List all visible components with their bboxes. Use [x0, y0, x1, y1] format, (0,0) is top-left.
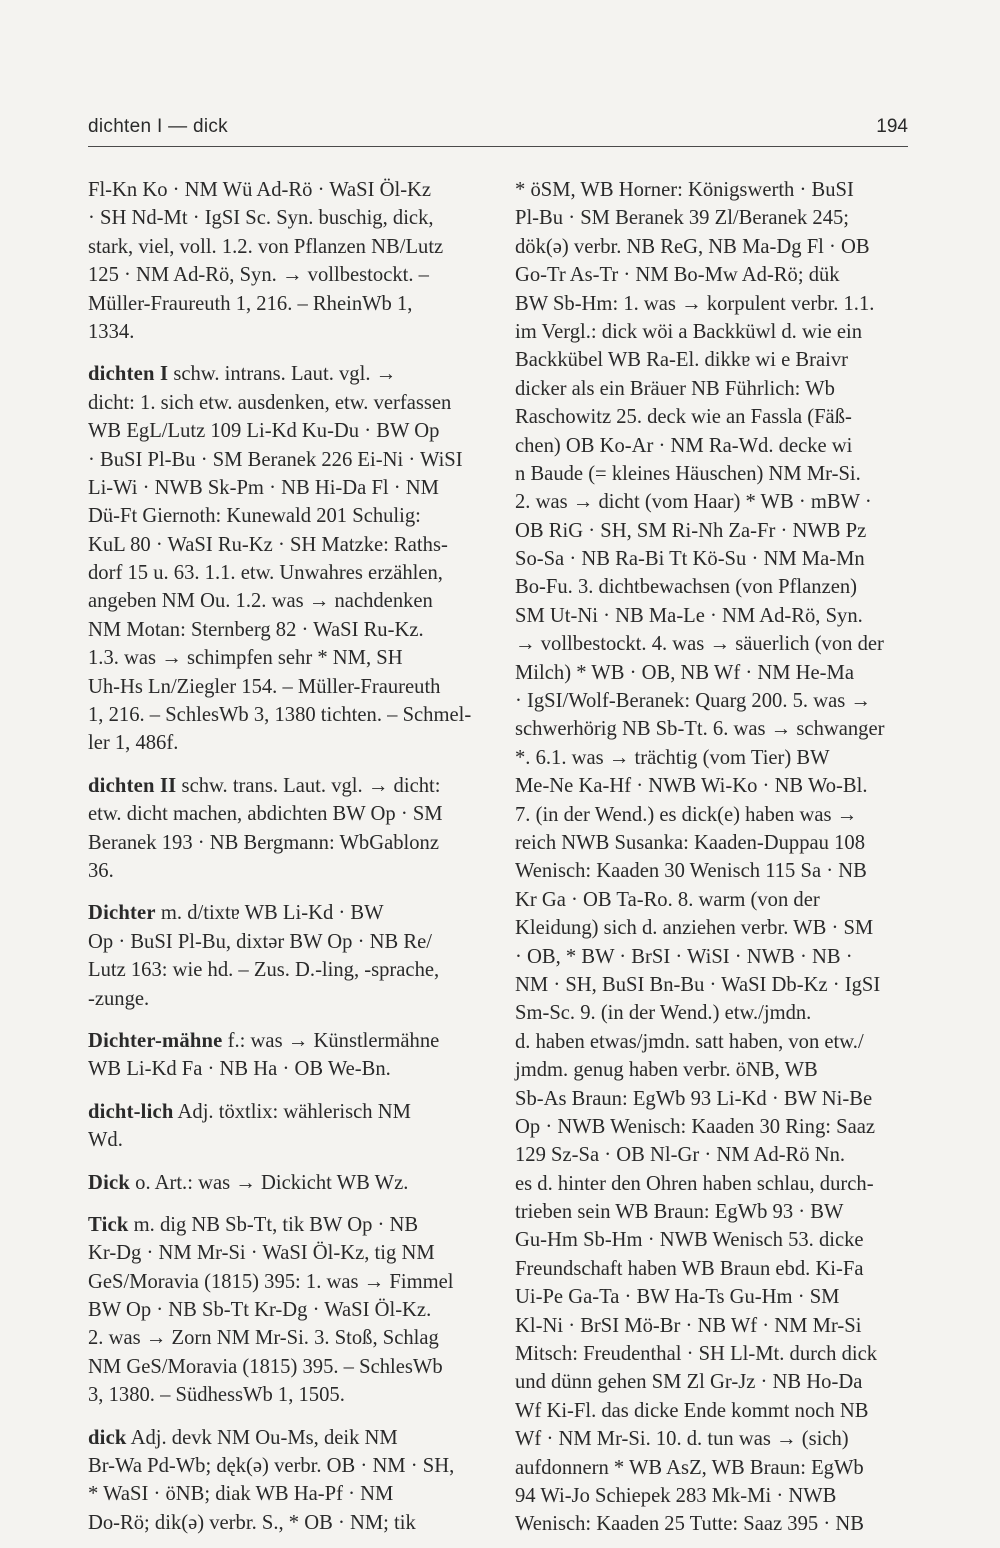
- page-number: 194: [876, 116, 908, 137]
- text-line: im Vergl.: dick wöi a Backküwl d. wie ein: [515, 320, 862, 343]
- text-line: BW Sb-Hm: 1. was → korpulent verbr. 1.1.: [515, 292, 875, 315]
- entry-headword: dicht-lich: [88, 1100, 174, 1123]
- text-line: Kleidung) sich d. anziehen verbr. WB · SM: [515, 917, 874, 940]
- text-line: Op · NWB Wenisch: Kaaden 30 Ring: Saaz: [515, 1115, 875, 1138]
- entry-headword: dichten II: [88, 774, 177, 797]
- text-line: NM GeS/Moravia (1815) 395. – SchlesWb: [88, 1355, 443, 1378]
- text-line: Me-Ne Ka-Hf · NWB Wi-Ko · NB Wo-Bl.: [515, 775, 868, 798]
- text-line: SM Ut-Ni · NB Ma-Le · NM Ad-Rö, Syn.: [515, 604, 863, 627]
- text-line: Kr Ga · OB Ta-Ro. 8. warm (von der: [515, 888, 820, 911]
- text-line: reich NWB Susanka: Kaaden-Duppau 108: [515, 831, 865, 854]
- text-line: 7. (in der Wend.) es dick(e) haben was →: [515, 803, 858, 826]
- text-line: 94 Wi-Jo Schiepek 283 Mk-Mi · NWB: [515, 1484, 837, 1507]
- text-line: So-Sa · NB Ra-Bi Tt Kö-Su · NM Ma-Mn: [515, 548, 865, 571]
- text-line: Milch) * WB · OB, NB Wf · NM He-Ma: [515, 661, 854, 684]
- text-line: -zunge.: [88, 987, 150, 1010]
- text-line: es d. hinter den Ohren haben schlau, durch-: [515, 1172, 874, 1195]
- text-line: Wf Ki-Fl. das dicke Ende kommt noch NB: [515, 1399, 869, 1422]
- entry-headword: Dichter-mähne: [88, 1029, 223, 1052]
- entry-gap: [88, 758, 488, 772]
- text-line: d. haben etwas/jmdn. satt haben, von etw./: [515, 1030, 864, 1053]
- entry-gap: [88, 885, 488, 899]
- text-line: Backkübel WB Ra-El. dikkɐ wi e Braivr: [515, 349, 849, 372]
- text-line: GeS/Moravia (1815) 395: 1. was → Fimmel: [88, 1270, 454, 1293]
- text-line: 125 · NM Ad-Rö, Syn. → vollbestockt. –: [88, 264, 429, 287]
- text-line: Gu-Hm Sb-Hm · NWB Wenisch 53. dicke: [515, 1229, 864, 1252]
- text-line: Wenisch: Kaaden 25 Tutte: Saaz 395 · NB: [515, 1513, 864, 1536]
- entry-gap: [88, 1197, 488, 1211]
- text-line: Li-Wi · NWB Sk-Pm · NB Hi-Da Fl · NM: [88, 476, 439, 499]
- text-line: Bo-Fu. 3. dichtbewachsen (von Pflanzen): [515, 576, 857, 599]
- text-line: WB EgL/Lutz 109 Li-Kd Ku-Du · BW Op: [88, 420, 440, 443]
- text-line: · IgSI/Wolf-Beranek: Quarg 200. 5. was →: [515, 690, 871, 713]
- text-line: Fl-Kn Ko · NM Wü Ad-Rö · WaSI Öl-Kz: [88, 179, 432, 201]
- text-line: trieben sein WB Braun: EgWb 93 · BW: [515, 1201, 844, 1224]
- text-line: dicht-lich Adj. töxtlix: wählerisch NM: [88, 1100, 411, 1123]
- text-line: und dünn gehen SM Zl Gr-Jz · NB Ho-Da: [515, 1371, 863, 1394]
- entry-headword: Dick: [88, 1171, 130, 1194]
- text-line: Pl-Bu · SM Beranek 39 Zl/Beranek 245;: [515, 207, 850, 230]
- entry-headword: Tick: [88, 1213, 129, 1236]
- text-line: Dick o. Art.: was → Dickicht WB Wz.: [88, 1171, 409, 1194]
- text-line: Br-Wa Pd-Wb; dęk(ə) verbr. OB · NM · SH,: [88, 1455, 455, 1478]
- text-line: schwerhörig NB Sb-Tt. 6. was → schwanger: [515, 718, 885, 741]
- text-line: angeben NM Ou. 1.2. was → nachdenken: [88, 590, 433, 613]
- text-line: dicht: 1. sich etw. ausdenken, etw. verfassen: [88, 391, 452, 414]
- text-line: stark, viel, voll. 1.2. von Pflanzen NB/Lutz: [88, 235, 444, 258]
- entry-gap: [88, 1084, 488, 1098]
- text-line: Uh-Hs Ln/Ziegler 154. – Müller-Fraureuth: [88, 675, 441, 698]
- text-line: Wf · NM Mr-Si. 10. d. tun was → (sich): [515, 1428, 849, 1451]
- entry-headword: dick: [88, 1426, 127, 1449]
- text-line: KuL 80 · WaSI Ru-Kz · SH Matzke: Raths-: [88, 533, 448, 556]
- text-line: ler 1, 486f.: [88, 732, 179, 755]
- text-line: 2. was → Zorn NM Mr-Si. 3. Stoß, Schlag: [88, 1327, 439, 1350]
- text-line: NM · SH, BuSI Bn-Bu · WaSI Db-Kz · IgSI: [515, 973, 881, 996]
- text-line: Lutz 163: wie hd. – Zus. D.-ling, -sprache,: [88, 959, 440, 982]
- text-line: 36.: [88, 859, 114, 882]
- text-line: dicker als ein Bräuer NB Führlich: Wb: [515, 377, 835, 400]
- text-line: 1, 216. – SchlesWb 3, 1380 tichten. – Schmel-: [88, 704, 472, 727]
- text-line: Sm-Sc. 9. (in der Wend.) etw./jmdn.: [515, 1002, 812, 1025]
- text-line: Kl-Ni · BrSI Mö-Br · NB Wf · NM Mr-Si: [515, 1314, 862, 1337]
- text-line: Mitsch: Freudenthal · SH Ll-Mt. durch dick: [515, 1343, 878, 1366]
- text-line: * WaSI · öNB; diak WB Ha-Pf · NM: [88, 1483, 394, 1506]
- text-line: Dichter-mähne f.: was → Künstlermähne: [88, 1029, 440, 1052]
- text-line: → vollbestockt. 4. was → säuerlich (von der: [515, 633, 884, 656]
- text-line: jmdm. genug haben verbr. öNB, WB: [515, 1059, 818, 1082]
- text-line: 129 Sz-Sa · OB Nl-Gr · NM Ad-Rö Nn.: [515, 1144, 846, 1167]
- text-line: dorf 15 u. 63. 1.1. etw. Unwahres erzählen,: [88, 562, 443, 585]
- text-line: Dü-Ft Giernoth: Kunewald 201 Schulig:: [88, 505, 421, 528]
- text-line: Tick m. dig NB Sb-Tt, tik BW Op · NB: [88, 1213, 419, 1236]
- text-line: etw. dicht machen, abdichten BW Op · SM: [88, 803, 443, 826]
- text-line: dichten I schw. intrans. Laut. vgl. →: [88, 363, 397, 386]
- text-line: Müller-Fraureuth 1, 216. – RheinWb 1,: [88, 292, 413, 315]
- text-line: dichten II schw. trans. Laut. vgl. → dicht:: [88, 774, 441, 797]
- text-line: dick Adj. devk NM Ou-Ms, deik NM: [88, 1426, 398, 1449]
- text-line: *. 6.1. was → trächtig (vom Tier) BW: [515, 746, 830, 769]
- text-line: * öSM, WB Horner: Königswerth · BuSI: [515, 179, 854, 201]
- entry-gap: [88, 1410, 488, 1424]
- text-line: · OB, * BW · BrSI · WiSI · NWB · NB ·: [515, 945, 853, 968]
- entry-gap: [88, 346, 488, 360]
- entry-gap: [88, 1013, 488, 1027]
- text-line: Ui-Pe Ga-Ta · BW Ha-Ts Gu-Hm · SM: [515, 1286, 840, 1309]
- text-line: BW Op · NB Sb-Tt Kr-Dg · WaSI Öl-Kz.: [88, 1299, 432, 1322]
- text-line: 2. was → dicht (vom Haar) * WB · mBW ·: [515, 491, 872, 514]
- running-head: dichten I — dick: [88, 116, 228, 137]
- text-line: Sb-As Braun: EgWb 93 Li-Kd · BW Ni-Be: [515, 1087, 873, 1110]
- entry-gap: [88, 1155, 488, 1169]
- text-line: 3, 1380. – SüdhessWb 1, 1505.: [88, 1384, 345, 1407]
- text-line: Beranek 193 · NB Bergmann: WbGablonz: [88, 831, 439, 854]
- text-line: · SH Nd-Mt · IgSI Sc. Syn. buschig, dick,: [88, 207, 434, 230]
- text-line: · BuSI Pl-Bu · SM Beranek 226 Ei-Ni · WiSI: [88, 448, 463, 471]
- page-header: [88, 116, 908, 147]
- text-line: 1.3. was → schimpfen sehr * NM, SH: [88, 647, 403, 670]
- text-line: Go-Tr As-Tr · NM Bo-Mw Ad-Rö; dük: [515, 264, 840, 287]
- text-line: chen) OB Ko-Ar · NM Ra-Wd. decke wi: [515, 434, 853, 457]
- left-column: [88, 176, 488, 1537]
- text-line: NM Motan: Sternberg 82 · WaSI Ru-Kz.: [88, 618, 424, 641]
- text-line: aufdonnern * WB AsZ, WB Braun: EgWb: [515, 1456, 864, 1479]
- text-line: Dichter m. d/tixtɐ WB Li-Kd · BW: [88, 902, 384, 925]
- text-line: Op · BuSI Pl-Bu, dixtər BW Op · NB Re/: [88, 930, 432, 953]
- text-line: Do-Rö; dik(ə) verbr. S., * OB · NM; tik: [88, 1511, 416, 1534]
- text-line: Freundschaft haben WB Braun ebd. Ki-Fa: [515, 1257, 864, 1280]
- entry-headword: Dichter: [88, 902, 156, 925]
- text-line: Wenisch: Kaaden 30 Wenisch 115 Sa · NB: [515, 860, 867, 883]
- text-line: Kr-Dg · NM Mr-Si · WaSI Öl-Kz, tig NM: [88, 1242, 435, 1265]
- text-line: 1334.: [88, 320, 135, 343]
- text-line: n Baude (= kleines Häuschen) NM Mr-Si.: [515, 462, 861, 485]
- text-line: OB RiG · SH, SM Ri-Nh Za-Fr · NWB Pz: [515, 519, 867, 542]
- text-line: Wd.: [88, 1129, 123, 1152]
- entry-headword: dichten I: [88, 363, 169, 386]
- text-line: dök(ə) verbr. NB ReG, NB Ma-Dg Fl · OB: [515, 235, 870, 258]
- right-column: [515, 176, 910, 1539]
- text-line: Raschowitz 25. deck wie an Fassla (Fäß-: [515, 406, 852, 429]
- text-line: WB Li-Kd Fa · NB Ha · OB We-Bn.: [88, 1058, 391, 1081]
